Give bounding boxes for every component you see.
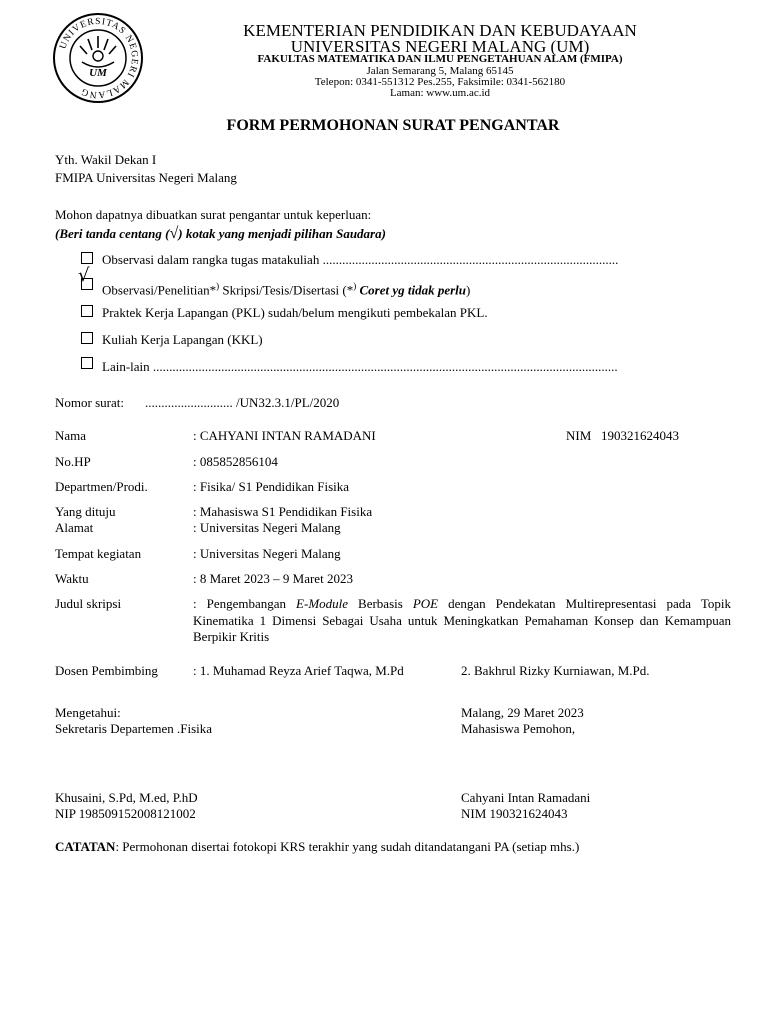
- logo-mark: UM: [89, 67, 107, 79]
- yang-dituju-value: : Mahasiswa S1 Pendidikan Fisika: [193, 504, 373, 519]
- nama-value: : CAHYANI INTAN RAMADANI: [193, 428, 376, 443]
- nim-label: NIM: [566, 428, 592, 443]
- waktu-value: : 8 Maret 2023 – 9 Maret 2023: [193, 571, 353, 586]
- ministry-name: KEMENTERIAN PENDIDIKAN DAN KEBUDAYAAN: [243, 21, 637, 40]
- option-checkbox-4[interactable]: [81, 332, 93, 344]
- addressee-line2: FMIPA Universitas Negeri Malang: [55, 170, 237, 185]
- catatan: CATATAN: Permohonan disertai fotokopi KRS terakhir yang sudah ditandatangani PA (setiap mhs.): [55, 839, 580, 854]
- logo-ring-text: UNIVERSITAS NEGERI MALANG: [58, 16, 140, 100]
- dosen-1: : 1. Muhamad Reyza Arief Taqwa, M.Pd: [193, 663, 404, 678]
- option-label-4: Kuliah Kerja Lapangan (KKL): [102, 332, 263, 347]
- waktu-label: Waktu: [55, 571, 89, 586]
- judul-value: : Pengembangan E-Module Berbasis POE dengan Pendekatan Multirepresentasi pada Topik Kinematika 1 Dimensi Sebagai Usaha untuk Meningkatkan Pemahaman Konsep dan Kemampuan Berpikir Kritis: [193, 596, 731, 644]
- instruction-text: (Beri tanda centang (√) kotak yang menjadi pilihan Saudara): [55, 225, 386, 242]
- judul-label: Judul skripsi: [55, 596, 122, 611]
- sig-left-line1: Mengetahui:: [55, 705, 121, 720]
- sig-left-name: Khusaini, S.Pd, M.ed, P.hD: [55, 790, 198, 805]
- dept-label: Departmen/Prodi.: [55, 479, 148, 494]
- nim-value: 190321624043: [601, 428, 679, 443]
- option-label-2: Observasi/Penelitian*) Skripsi/Tesis/Disertasi (*) Coret yg tidak perlu): [102, 281, 471, 298]
- dosen-label: Dosen Pembimbing: [55, 663, 158, 678]
- nomor-surat-label: Nomor surat:: [55, 395, 124, 410]
- addressee-line1: Yth. Wakil Dekan I: [55, 152, 157, 167]
- tempat-label: Tempat kegiatan: [55, 546, 142, 561]
- university-logo: [52, 12, 144, 104]
- dept-value: : Fisika/ S1 Pendidikan Fisika: [193, 479, 350, 494]
- faculty-name: FAKULTAS MATEMATIKA DAN ILMU PENGETAHUAN ALAM (FMIPA): [257, 53, 623, 65]
- dosen-2: 2. Bakhrul Rizky Kurniawan, M.Pd.: [461, 663, 650, 678]
- check-symbol-glyph: √: [169, 225, 179, 242]
- hp-label: No.HP: [55, 454, 91, 469]
- option-checkbox-1[interactable]: [81, 252, 93, 264]
- option-checkbox-5[interactable]: [81, 357, 93, 369]
- sig-right-line2: Mahasiswa Pemohon,: [461, 721, 576, 736]
- sig-left-line2: Sekretaris Departemen .Fisika: [55, 721, 213, 736]
- sig-left-nip: NIP 198509152008121002: [55, 806, 196, 821]
- option-label-3: Praktek Kerja Lapangan (PKL) sudah/belum mengikuti pembekalan PKL.: [102, 305, 488, 320]
- hp-value: : 085852856104: [193, 454, 278, 469]
- alamat-label: Alamat: [55, 520, 94, 535]
- yang-dituju-label: Yang dituju: [55, 504, 116, 519]
- university-name: UNIVERSITAS NEGERI MALANG (UM): [290, 37, 590, 56]
- address: Jalan Semarang 5, Malang 65145: [366, 65, 514, 77]
- alamat-value: : Universitas Negeri Malang: [193, 520, 341, 535]
- sig-right-line1: Malang, 29 Maret 2023: [461, 705, 584, 720]
- option-label-1: Observasi dalam rangka tugas matakuliah ...........................................................................................: [102, 252, 619, 267]
- website: Laman: www.um.ac.id: [389, 87, 491, 99]
- tempat-value: : Universitas Negeri Malang: [193, 546, 341, 561]
- sig-right-name: Cahyani Intan Ramadani: [461, 790, 591, 805]
- nomor-surat-value: ........................... /UN32.3.1/PL/2020: [145, 395, 340, 410]
- request-text: Mohon dapatnya dibuatkan surat pengantar untuk keperluan:: [55, 207, 372, 222]
- option-checkbox-3[interactable]: [81, 305, 93, 317]
- sig-right-nim: NIM 190321624043: [461, 806, 568, 821]
- nama-label: Nama: [55, 428, 87, 443]
- option-label-5: Lain-lain ...............................................................................................................................................: [102, 359, 618, 374]
- form-title: FORM PERMOHONAN SURAT PENGANTAR: [226, 117, 560, 134]
- checkmark-icon: √: [78, 265, 90, 286]
- phone: Telepon: 0341-551312 Pes.255, Faksimile: 0341-562180: [314, 76, 566, 88]
